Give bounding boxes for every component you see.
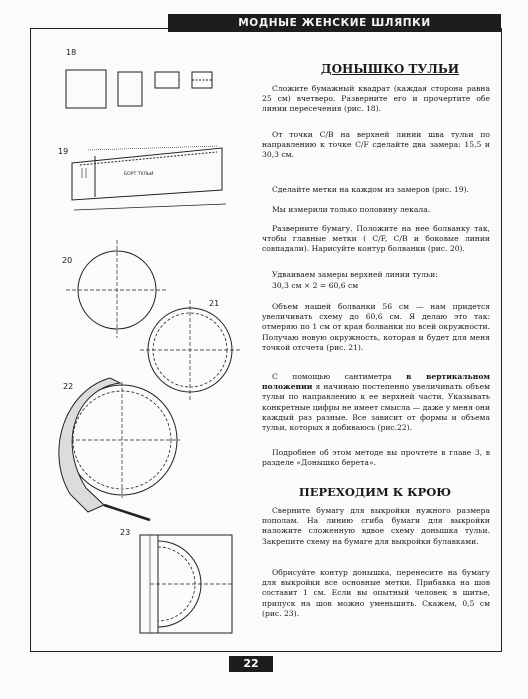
figure-20-number: 20 — [62, 256, 73, 265]
figure-21-drawing — [140, 300, 240, 400]
formula-line: 30,3 см × 2 = 60,6 см — [272, 281, 359, 290]
figure-23-drawing — [140, 535, 232, 633]
figure-23-number: 23 — [120, 528, 131, 537]
paragraph-10: Сверните бумагу для выкройки нужного размера пополам. На линию сгиба бумаги для выкройки наложите сложенную вдвое схему донышка тульи. Закрепите схему на бумаге для выкройки булавками. — [262, 506, 490, 546]
paragraph-11: Обрисуйте контур донышка, перенесите на бумагу для выкройки все основные метки. Прибавка на шов составит 1 см. Если вы опытный человек в шитье, припуск на шов можно уменьшить. Скажем, 0,5 см (рис. 23). — [262, 568, 490, 618]
running-header: МОДНЫЕ ЖЕНСКИЕ ШЛЯПКИ — [168, 14, 501, 32]
figure-19-number: 19 — [58, 147, 69, 156]
figure-22-number: 22 — [63, 382, 74, 391]
paragraph-5: Разверните бумагу. Положите на нее болванку так, чтобы главные метки ( С/F, С/В и боковые линии совпадали). Нарисуйте контур болванки (рис. 20). — [262, 224, 490, 254]
paragraph-4: Мы измерили только половину лекала. — [272, 205, 431, 214]
section-heading-crown-top: ДОНЫШКО ТУЛЬИ — [320, 62, 460, 76]
figure-21-number: 21 — [209, 299, 220, 308]
paragraph-1: Сложите бумажный квадрат (каждая сторона равна 25 см) вчетверо. Разверните его и прочертите обе линии пересечения (рис. 18). — [262, 84, 490, 114]
figure-20-drawing — [66, 240, 168, 338]
paragraph-6a: Удваиваем замеры верхней линии тульи: — [272, 270, 438, 279]
figure-18-number: 18 — [66, 48, 77, 57]
paragraph-3: Сделайте метки на каждом из замеров (рис. 19). — [272, 185, 469, 194]
paragraph-8 — [262, 372, 490, 433]
paragraph-8-bold: в вертикальном положении — [262, 372, 490, 392]
figure-18-drawing — [66, 70, 212, 108]
paragraph-9: Подробнее об этом методе вы прочтете в главе 3, в разделе «Донышко берета». — [262, 448, 490, 468]
paragraph-8-start: С помощью сантиметра — [272, 372, 407, 381]
paragraph-7: Объем нашей болванки 56 см — нам придется увеличивать схему до 60,6 см. Я делаю это так: отмеряю по 1 см от края болванки по всей окружности. Получаю новую окружность, которая и будет для меня точкой отсчета (рис. 21). — [262, 302, 490, 352]
figure-22-drawing — [59, 378, 180, 520]
figure-19-drawing — [72, 146, 226, 210]
section-heading-cutting: ПЕРЕХОДИМ К КРОЮ — [298, 485, 452, 499]
paragraph-8-end: я начинаю постепенно увеличивать объем тульи по направлению к ее верхней части. Указывать конкретные цифры не имеет смысла — даже у меня они каждый раз разные. Все зависит от формы и объема тульи, которых я добиваюсь (рис.22). — [262, 382, 491, 433]
band-label: БОРТ ТУЛЬИ — [124, 172, 154, 177]
paragraph-2: От точки С/В на верхней линии шва тульи по направлению к точке С/F сделайте два замера: 15,5 и 30,3 см. — [262, 130, 490, 160]
page-number: 22 — [229, 656, 273, 672]
